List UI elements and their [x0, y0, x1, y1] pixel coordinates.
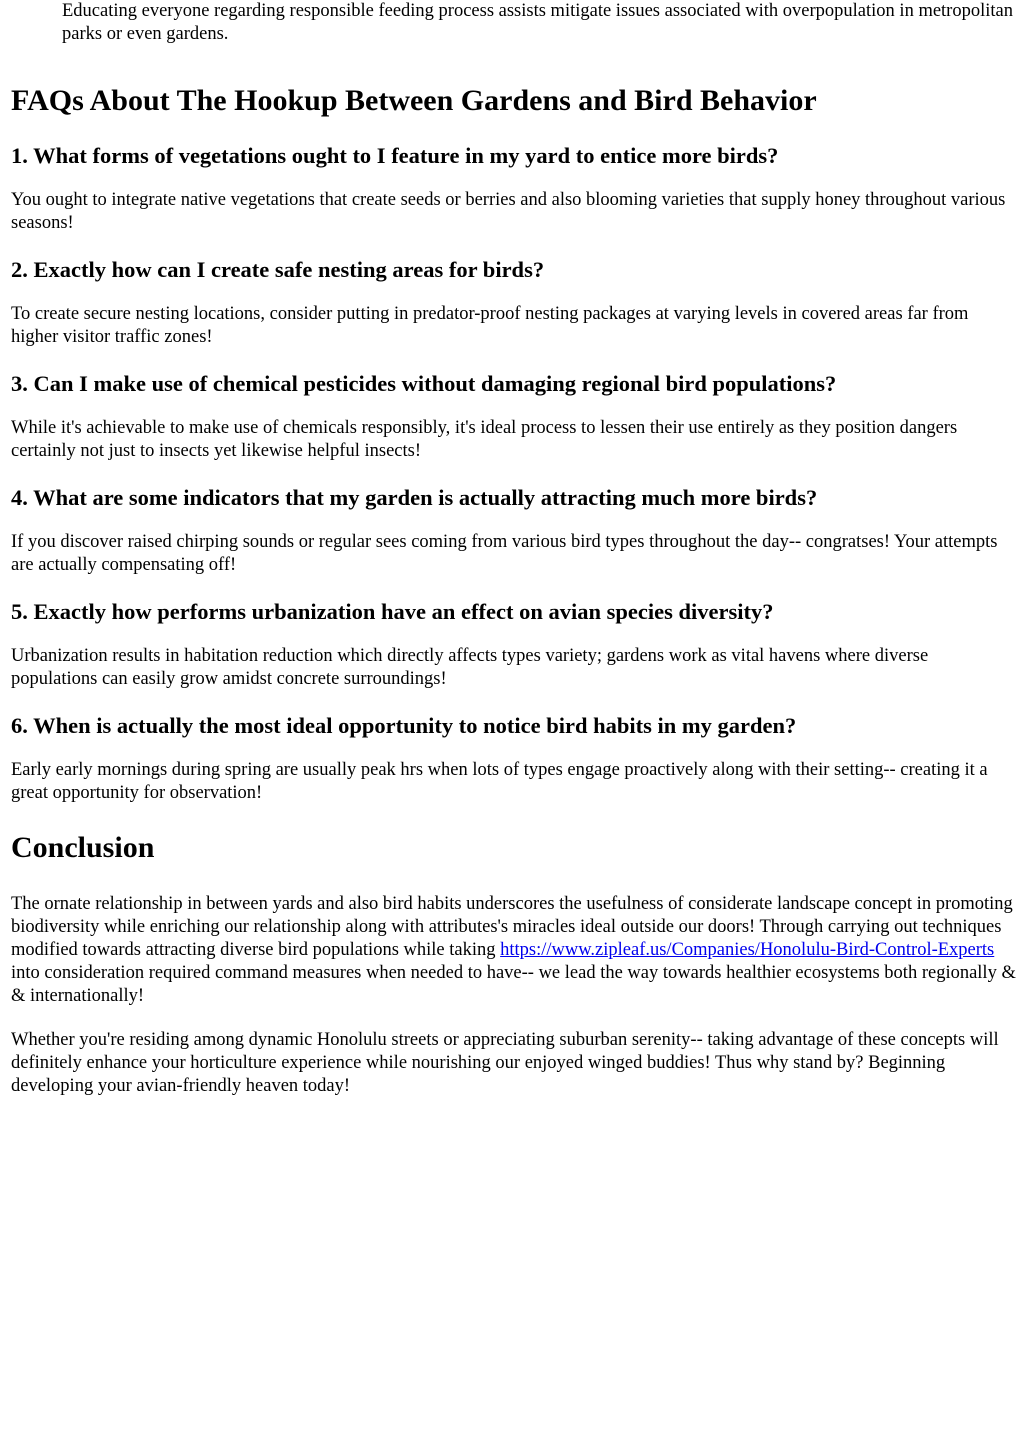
faq-answer-1: You ought to integrate native vegetations that create seeds or berries and also blooming varieties that supply honey throughout various seasons! — [11, 190, 1006, 233]
faq-question-4: 4. What are some indicators that my garden is actually attracting much more birds? — [11, 485, 818, 510]
faq-item-5 — [11, 598, 1018, 691]
honolulu-bird-control-link[interactable]: https://www.zipleaf.us/Companies/Honolulu-Bird-Control-Experts — [500, 940, 995, 960]
faq-question-1: 1. What forms of vegetations ought to I feature in my yard to entice more birds? — [11, 143, 779, 168]
faq-answer-2: To create secure nesting locations, consider putting in predator-proof nesting packages at varying levels in covered areas far from higher visitor traffic zones! — [11, 304, 969, 347]
intro-list-item — [11, 0, 1018, 46]
conclusion-paragraph-1 — [11, 893, 1018, 1008]
faq-question-6: 6. When is actually the most ideal opportunity to notice bird habits in my garden? — [11, 713, 797, 738]
faq-section-heading: FAQs About The Hookup Between Gardens and Bird Behavior — [11, 84, 817, 117]
faq-answer-5: Urbanization results in habitation reduction which directly affects types variety; gardens work as vital havens where diverse populations can easily grow amidst concrete surroundings! — [11, 646, 929, 689]
faq-item-1 — [11, 142, 1018, 235]
conclusion-paragraph-1-end: into consideration required command measures when needed to have-- we lead the way towards healthier ecosystems both regionally & & internationally! — [11, 963, 1016, 1006]
faq-question-2: 2. Exactly how can I create safe nesting areas for birds? — [11, 257, 545, 282]
faq-item-2 — [11, 256, 1018, 349]
faq-question-3: 3. Can I make use of chemical pesticides without damaging regional bird populations? — [11, 371, 837, 396]
faq-answer-3: While it's achievable to make use of chemicals responsibly, it's ideal process to lessen their use entirely as they position dangers certainly not just to insects yet likewise helpful insects! — [11, 418, 958, 461]
intro-list-item-text: Educating everyone regarding responsible feeding process assists mitigate issues associated with overpopulation in metropolitan parks or even gardens. — [62, 1, 1013, 44]
conclusion-paragraph-2: Whether you're residing among dynamic Honolulu streets or appreciating suburban serenity-- taking advantage of these concepts will definitely enhance your horticulture experience while nourishing our enjoyed winged buddies! Thus why stand by? Beginning developing your avian-friendly heaven today! — [11, 1030, 999, 1096]
conclusion-paragraph-1-start: The ornate relationship in between yards and also bird habits underscores the usefulness of considerate landscape concept in promoting biodiversity while enriching our relationship along with attributes's miracles ideal outside our doors! Through carrying out techniques modified towards attracting diverse bird populations while taking — [11, 894, 1013, 960]
faq-item-4 — [11, 484, 1018, 577]
faq-answer-4: If you discover raised chirping sounds or regular sees coming from various bird types throughout the day-- congratses! Your attempts are actually compensating off! — [11, 532, 998, 575]
conclusion-heading: Conclusion — [11, 831, 155, 864]
faq-answer-6: Early early mornings during spring are usually peak hrs when lots of types engage proactively along with their setting-- creating it a great opportunity for observation! — [11, 760, 988, 803]
faq-item-6 — [11, 712, 1018, 805]
faq-item-3 — [11, 370, 1018, 463]
faq-question-5: 5. Exactly how performs urbanization have an effect on avian species diversity? — [11, 599, 774, 624]
